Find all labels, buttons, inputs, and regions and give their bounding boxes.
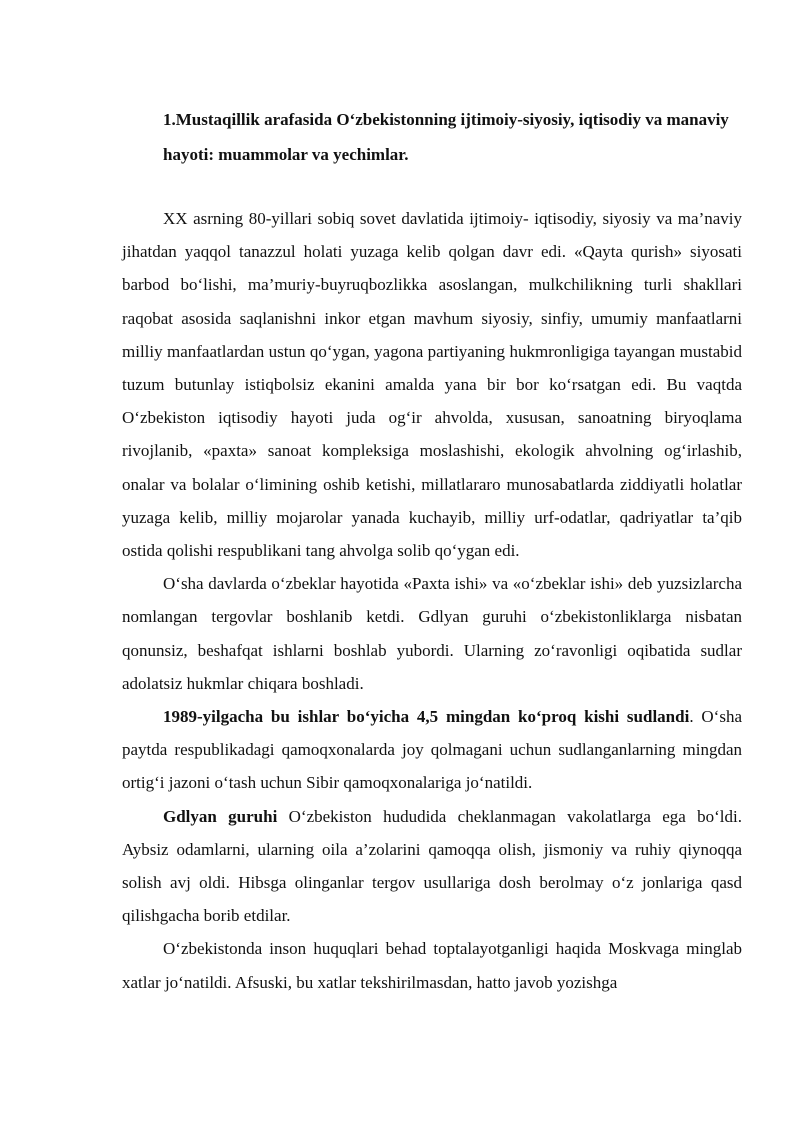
paragraph-1-text: XX asrning 80-yillari sobiq sovet davlatida ijtimoiy- iqtisodiy, siyosiy va ma’naviy jihatdan yaqqol tanazzul holati yuzaga kelib qolgan davr edi. «Qayta qurish» siyosati barbod bo‘lishi, ma’muriy-buyruqbozlikka asoslangan, mulkchilikning turli shakllari raqobat asosida saqlanishni inkor etgan mavhum siyosiy, sinfiy, umumiy manfaatlarni milliy manfaatlardan ustun qo‘ygan, yagona partiyaning hukmronligiga tayangan mustabid tuzum butunlay istiqbolsiz ekanini amalda yana bir bor ko‘rsatgan edi. Bu vaqtda O‘zbekiston iqtisodiy hayoti juda og‘ir ahvolda, xususan, sanoatning biryoqlama rivojlanib, «paxta» sanoat kompleksiga moslashishi, ekologik ahvolning og‘irlashib, onalar va bolalar o‘limining oshib ketishi, millatlararo munosabatlarda ziddiyatli holatlar yuzaga kelib, milliy mojarolar yanada kuchayib, milliy urf-odatlar, qadriyatlar ta’qib ostida qolishi respublikani tang ahvolga solib qo‘ygan edi. (122, 209, 742, 561)
body-text (122, 202, 742, 999)
paragraph-5-text: O‘zbekistonda inson huquqlari behad toptalayotganligi haqida Moskvaga minglab xatlar jo‘natildi. Afsuski, bu xatlar tekshirilmasdan, hatto javob yozishga (122, 939, 742, 992)
paragraph-3-text: . O‘sha paytda respublikadagi qamoqxonalarda joy qolmagani uchun sudlanganlarning mingdan ortig‘i jazoni o‘tash uchun Sibir qamoqxonalariga jo‘natildi. (122, 707, 742, 793)
section-heading: 1.Mustaqillik arafasida O‘zbekistonning ijtimoiy-siyosiy, iqtisodiy va manaviy hayoti: muammolar va yechimlar. (163, 110, 729, 164)
paragraph-1 (122, 202, 742, 567)
paragraph-3 (122, 700, 742, 800)
paragraph-4 (122, 800, 742, 933)
paragraph-5 (122, 932, 742, 998)
paragraph-3-bold-lead: 1989-yilgacha bu ishlar bo‘yicha 4,5 mingdan ko‘proq kishi sudlandi (163, 707, 690, 727)
paragraph-2 (122, 567, 742, 700)
paragraph-4-text: O‘zbekiston hududida cheklanmagan vakolatlarga ega bo‘ldi. Aybsiz odamlarni, ularning oila a’zolarini qamoqqa olish, jismoniy va ruhiy qiynoqqa solish avj oldi. Hibsga olinganlar tergov usullariga dosh berolmay o‘z jonlariga qasd qilishgacha borib etdilar. (122, 806, 742, 926)
paragraph-2-text: O‘sha davlarda o‘zbeklar hayotida «Paxta ishi» va «o‘zbeklar ishi» deb yuzsizlarcha nomlangan tergovlar boshlanib ketdi. Gdlyan guruhi o‘zbekistonliklarga nisbatan qonunsiz, beshafqat ishlarni boshlab yubordi. Ularning zo‘ravonligi oqibatida sudlar adolatsiz hukmlar chiqara boshladi. (122, 574, 742, 693)
paragraph-4-bold-lead: Gdlyan guruhi (163, 806, 278, 826)
